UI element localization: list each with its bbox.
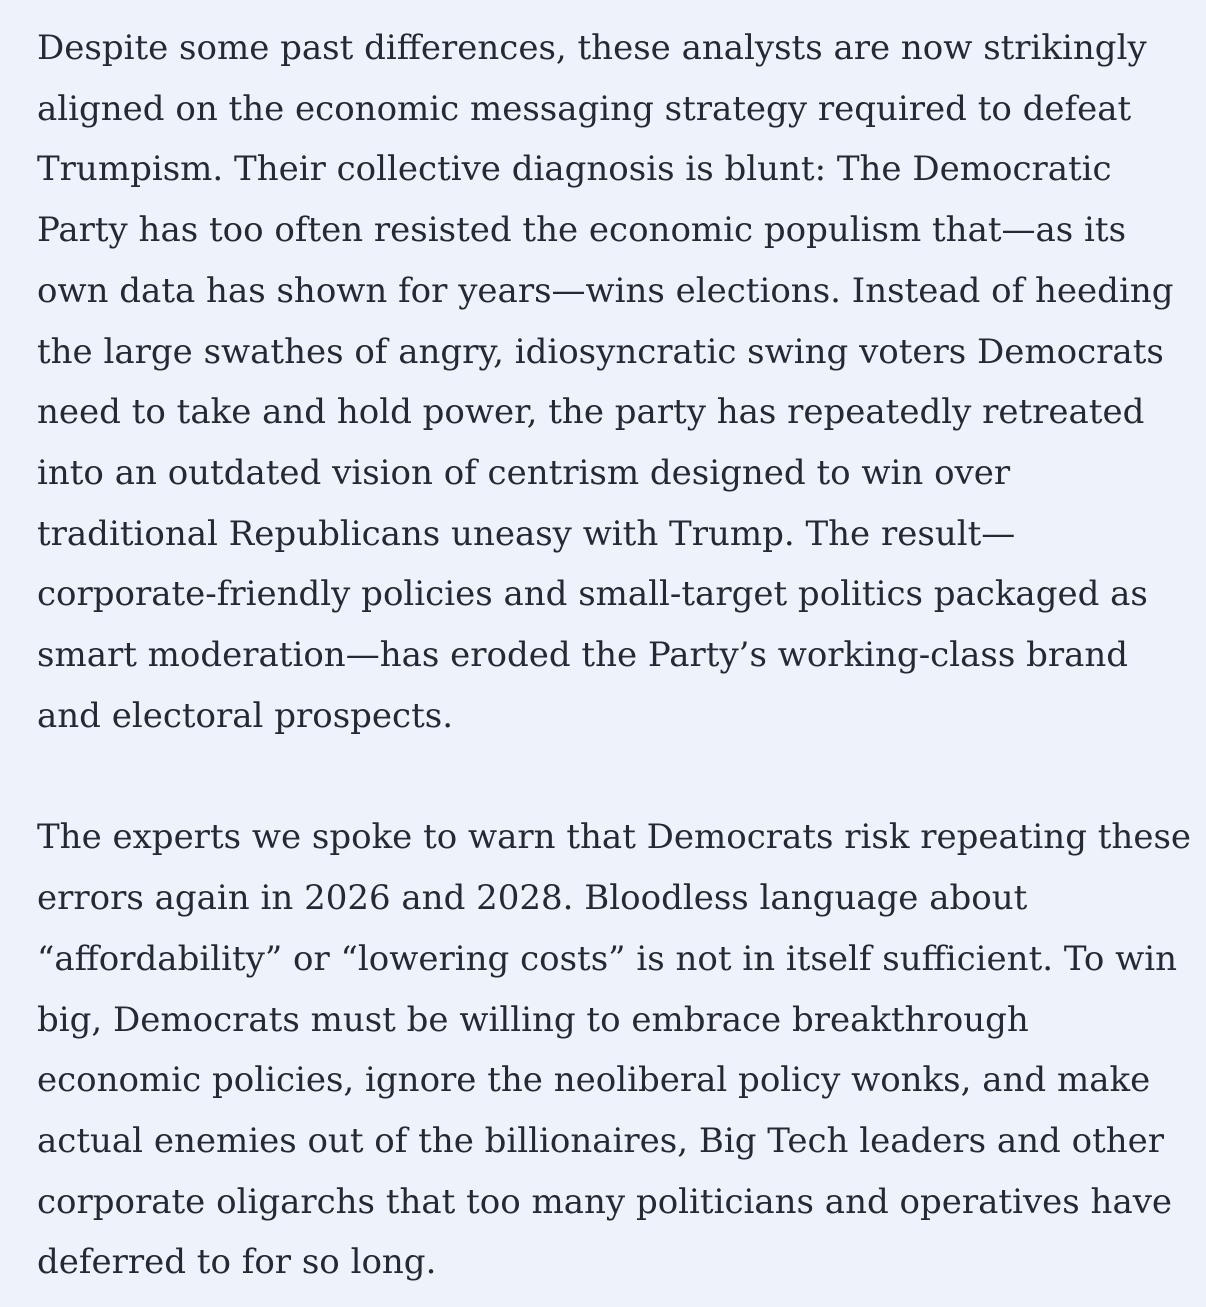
text-line: economic policies, ignore the neoliberal policy wonks, and make [37, 1060, 1151, 1101]
text-line: deferred to for so long. [37, 1242, 437, 1283]
text-line: and electoral prospects. [37, 695, 454, 736]
text-line: own data has shown for years—wins elections. Instead of heeding [37, 270, 1174, 311]
paragraph-spacer [37, 746, 1176, 807]
text-line: the large swathes of angry, idiosyncratic swing voters Democrats [37, 331, 1164, 372]
text-line: “affordability” or “lowering costs” is not in itself sufficient. To win [37, 938, 1178, 979]
text-line: errors again in 2026 and 2028. Bloodless language about [37, 878, 1028, 919]
text-line: actual enemies out of the billionaires, Big Tech leaders and other [37, 1120, 1164, 1161]
text-line: need to take and hold power, the party has repeatedly retreated [37, 392, 1145, 433]
text-line: Trumpism. Their collective diagnosis is blunt: The Democratic [37, 149, 1112, 190]
text-line: corporate-friendly policies and small-target politics packaged as [37, 574, 1148, 615]
paragraph-1 [37, 18, 1176, 746]
text-line: Despite some past differences, these analysts are now strikingly [37, 28, 1147, 68]
text-line: traditional Republicans uneasy with Trump. The result— [37, 513, 1016, 554]
text-line: The experts we spoke to warn that Democrats risk repeating these [37, 817, 1192, 858]
text-line: into an outdated vision of centrism designed to win over [37, 452, 1011, 493]
text-line: aligned on the economic messaging strategy required to defeat [37, 88, 1132, 129]
paragraph-2 [37, 807, 1192, 1293]
text-line: corporate oligarchs that too many politicians and operatives have [37, 1181, 1173, 1222]
text-line: big, Democrats must be willing to embrace breakthrough [37, 999, 1029, 1040]
text-line: Party has too often resisted the economic populism that—as its [37, 210, 1127, 251]
text-line: smart moderation—has eroded the Party’s working-class brand [37, 635, 1129, 676]
